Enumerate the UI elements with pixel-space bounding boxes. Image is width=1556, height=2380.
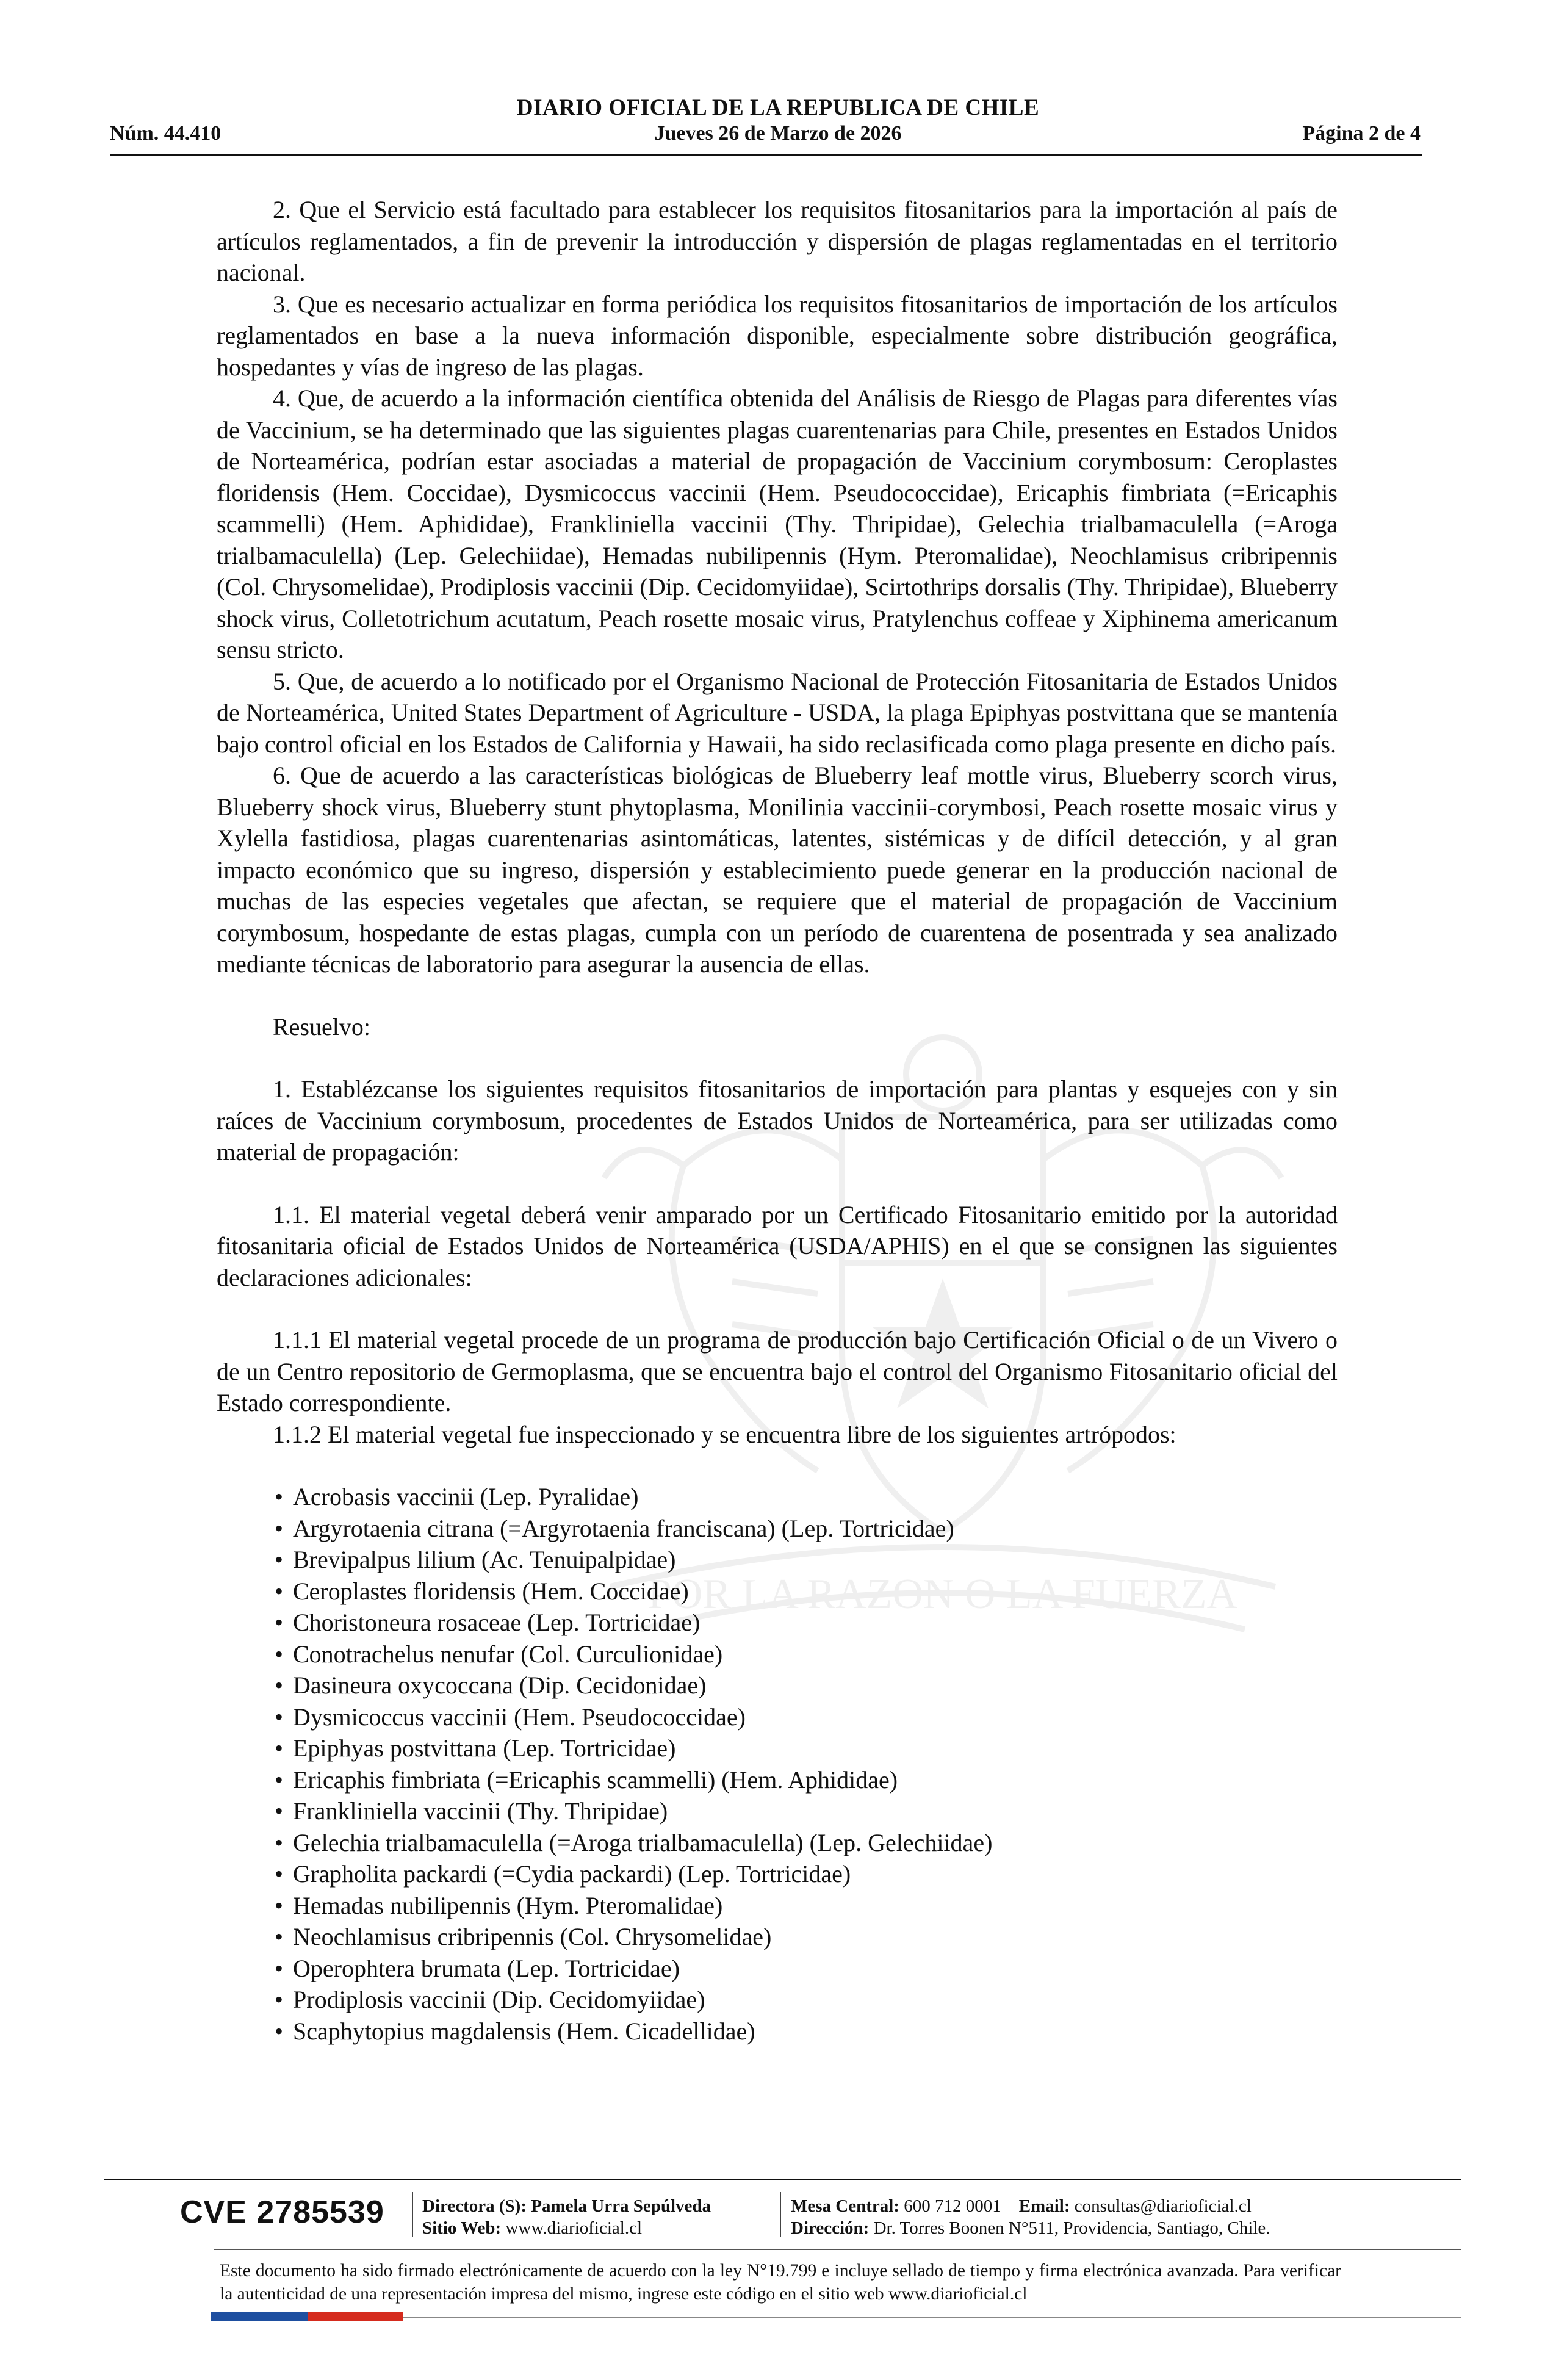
flag-stripe-blue <box>211 2312 308 2321</box>
bullet-icon: • <box>275 1703 284 1731</box>
resuelvo-heading: Resuelvo: <box>273 1012 370 1040</box>
list-item: • Grapholita packardi (=Cydia packardi) (Lep. Tortricidae) <box>275 1858 1338 1890</box>
list-item: • Argyrotaenia citrana (=Argyrotaenia franciscana) (Lep. Tortricidae) <box>275 1513 1338 1545</box>
list-item: • Dasineura oxycoccana (Dip. Cecidonidae) <box>275 1670 1338 1701</box>
list-item: • Ericaphis fimbriata (=Ericaphis scammelli) (Hem. Aphididae) <box>275 1764 1338 1796</box>
list-item: • Dysmicoccus vaccinii (Hem. Pseudococcidae) <box>275 1701 1338 1733</box>
header-divider <box>110 154 1422 156</box>
email-link[interactable]: consultas@diarioficial.cl <box>1074 2196 1252 2216</box>
list-item: • Frankliniella vaccinii (Thy. Thripidae) <box>275 1795 1338 1827</box>
bullet-icon: • <box>275 1828 284 1856</box>
considerando-6: 6. Que de acuerdo a las características biológicas de Blueberry leaf mottle virus, Blueberry scorch virus, Blueberry shock virus, Blueberry stunt phytoplasma, Monilinia vaccinii-corymbosi, Peach rosette mosaic virus y Xylella fastidiosa, plagas cuarentenarias asintomáticas, latentes, sistémicas y de difícil detección, y al gran impacto económico que su ingreso, dispersión y establecimiento puede generar en la producción nacional de muchas de las especies vegetales que afectan, se requiere que el material de propagación de Vaccinium corymbosum, hospedante de estas plagas, cumpla con un período de cuarentena de posentrada y sea analizado mediante técnicas de laboratorio para asegurar la ausencia de ellas. <box>217 762 1338 978</box>
bullet-icon: • <box>275 1860 284 1888</box>
footer-separator <box>412 2192 413 2237</box>
list-item: • Acrobasis vaccinii (Lep. Pyralidae) <box>275 1481 1338 1513</box>
page-indicator: Página 2 de 4 <box>1302 122 1421 145</box>
issue-date: Jueves 26 de Marzo de 2026 <box>654 122 902 145</box>
footer-divider-thin <box>214 2249 1461 2250</box>
arthropod-list <box>217 1481 1338 2047</box>
watermark-motto: POR LA RAZON O LA FUERZA <box>647 1571 1238 1618</box>
list-item: • Brevipalpus lilium (Ac. Tenuipalpidae) <box>275 1544 1338 1576</box>
bullet-icon: • <box>275 1671 284 1699</box>
resolution-point-1-1-2: 1.1.2 El material vegetal fue inspeccionado y se encuentra libre de los siguientes artrópodos: <box>273 1420 1176 1448</box>
list-item: • Choristoneura rosaceae (Lep. Tortricidae) <box>275 1607 1338 1639</box>
bullet-icon: • <box>275 1734 284 1762</box>
list-item: • Prodiplosis vaccinii (Dip. Cecidomyiidae) <box>275 1984 1338 2016</box>
list-item: • Gelechia trialbamaculella (=Aroga trialbamaculella) (Lep. Gelechiidae) <box>275 1827 1338 1859</box>
website-link[interactable]: www.diarioficial.cl <box>505 2218 643 2238</box>
resolution-point-1-1: 1.1. El material vegetal deberá venir amparado por un Certificado Fitosanitario emitido por la autoridad fitosanitaria oficial de Estados Unidos de Norteamérica (USDA/APHIS) en el que se consignen las siguientes declaraciones adicionales: <box>217 1200 1338 1291</box>
considerando-3: 3. Que es necesario actualizar en forma periódica los requisitos fitosanitarios de importación de los artículos reglamentados en base a la nueva información disponible, especialmente sobre distribución geográfica, hospedantes y vías de ingreso de las plagas. <box>217 290 1338 381</box>
considerando-5: 5. Que, de acuerdo a lo notificado por el Organismo Nacional de Protección Fitosanitaria de Estados Unidos de Norteamérica, United States Department of Agriculture - USDA, la plaga Epiphyas postvittana que se mantenía bajo control oficial en los Estados de California y Hawaii, ha sido reclasificada como plaga presente en dicho país. <box>217 667 1338 758</box>
bullet-icon: • <box>275 1797 284 1825</box>
cve-code: CVE 2785539 <box>180 2194 384 2230</box>
bullet-icon: • <box>275 1891 284 1919</box>
list-item: • Conotrachelus nenufar (Col. Curculionidae) <box>275 1639 1338 1670</box>
list-item: • Hemadas nubilipennis (Hym. Pteromalidae) <box>275 1890 1338 1922</box>
bullet-icon: • <box>275 1546 284 1573</box>
flag-stripe-red <box>308 2312 403 2321</box>
director-info: Directora (S): Pamela Urra Sepúlveda Sitio Web: www.diarioficial.cl <box>422 2196 711 2238</box>
list-item: • Epiphyas postvittana (Lep. Tortricidae) <box>275 1733 1338 1764</box>
resolution-point-1-1-1: 1.1.1 El material vegetal procede de un programa de producción bajo Certificación Oficial o de un Vivero o de un Centro repositorio de Germoplasma, que se encuentra bajo el control del Organismo Fitosanitario oficial del Estado correspondiente. <box>217 1326 1338 1416</box>
legal-notice: Este documento ha sido firmado electrónicamente de acuerdo con la ley N°19.799 e incluye sellado de tiempo y firma electrónica avanzada. Para verificar la autenticidad de una representación impresa del mismo, ingrese este código en el sitio web www.diarioficial.cl <box>220 2261 1341 2304</box>
list-item: • Operophtera brumata (Lep. Tortricidae) <box>275 1953 1338 1985</box>
list-item: • Ceroplastes floridensis (Hem. Coccidae) <box>275 1576 1338 1607</box>
bullet-icon: • <box>275 1577 284 1605</box>
bullet-icon: • <box>275 1765 284 1794</box>
list-item: • Scaphytopius magdalensis (Hem. Cicadellidae) <box>275 2016 1338 2047</box>
contact-info: Mesa Central: 600 712 0001 Email: consultas@diarioficial.cl Dirección: Dr. Torres Boonen N°511, Providencia, Santiago, Chile. <box>791 2196 1270 2238</box>
bullet-icon: • <box>275 1483 284 1510</box>
resolution-point-1: 1. Establézcanse los siguientes requisitos fitosanitarios de importación para plantas y esquejes con y sin raíces de Vaccinium corymbosum, procedentes de Estados Unidos de Norteamérica, para ser utilizadas como material de propagación: <box>217 1075 1338 1166</box>
footer-divider <box>104 2179 1461 2180</box>
considerando-4: 4. Que, de acuerdo a la información científica obtenida del Análisis de Riesgo de Plagas para diferentes vías de Vaccinium, se ha determinado que las siguientes plagas cuarentenarias para Chile, presentes en Estados Unidos de Norteamérica, podrían estar asociadas a material de propagación de Vaccinium corymbosum: Ceroplastes floridensis (Hem. Coccidae), Dysmicoccus vaccinii (Hem. Pseudococcidae), Ericaphis fimbriata (=Ericaphis scammelli) (Hem. Aphididae), Frankliniella vaccinii (Thy. Thripidae), Gelechia trialbamaculella (=Aroga trialbamaculella) (Lep. Gelechiidae), Hemadas nubilipennis (Hym. Pteromalidae), Neochlamisus cribripennis (Col. Chrysomelidae), Prodiplosis vaccinii (Dip. Cecidomyiidae), Scirtothrips dorsalis (Thy. Thripidae), Blueberry shock virus, Colletotrichum acutatum, Peach rosette mosaic virus, Pratylenchus coffeae y Xiphinema americanum sensu stricto. <box>217 384 1338 663</box>
considerando-2: 2. Que el Servicio está facultado para establecer los requisitos fitosanitarios para la importación al país de artículos reglamentados, a fin de prevenir la introducción y dispersión de plagas reglamentadas en el territorio nacional. <box>217 196 1338 286</box>
bullet-icon: • <box>275 1640 284 1668</box>
newspaper-title: DIARIO OFICIAL DE LA REPUBLICA DE CHILE <box>516 95 1040 120</box>
bullet-icon: • <box>275 1954 284 1982</box>
bullet-icon: • <box>275 1609 284 1636</box>
issue-number: Núm. 44.410 <box>110 122 222 145</box>
bullet-icon: • <box>275 1514 284 1542</box>
document-body <box>217 194 1338 2047</box>
bullet-icon: • <box>275 1923 284 1950</box>
bullet-icon: • <box>275 1986 284 2013</box>
list-item: • Neochlamisus cribripennis (Col. Chrysomelidae) <box>275 1921 1338 1953</box>
bullet-icon: • <box>275 2017 284 2045</box>
footer-separator <box>780 2192 781 2237</box>
